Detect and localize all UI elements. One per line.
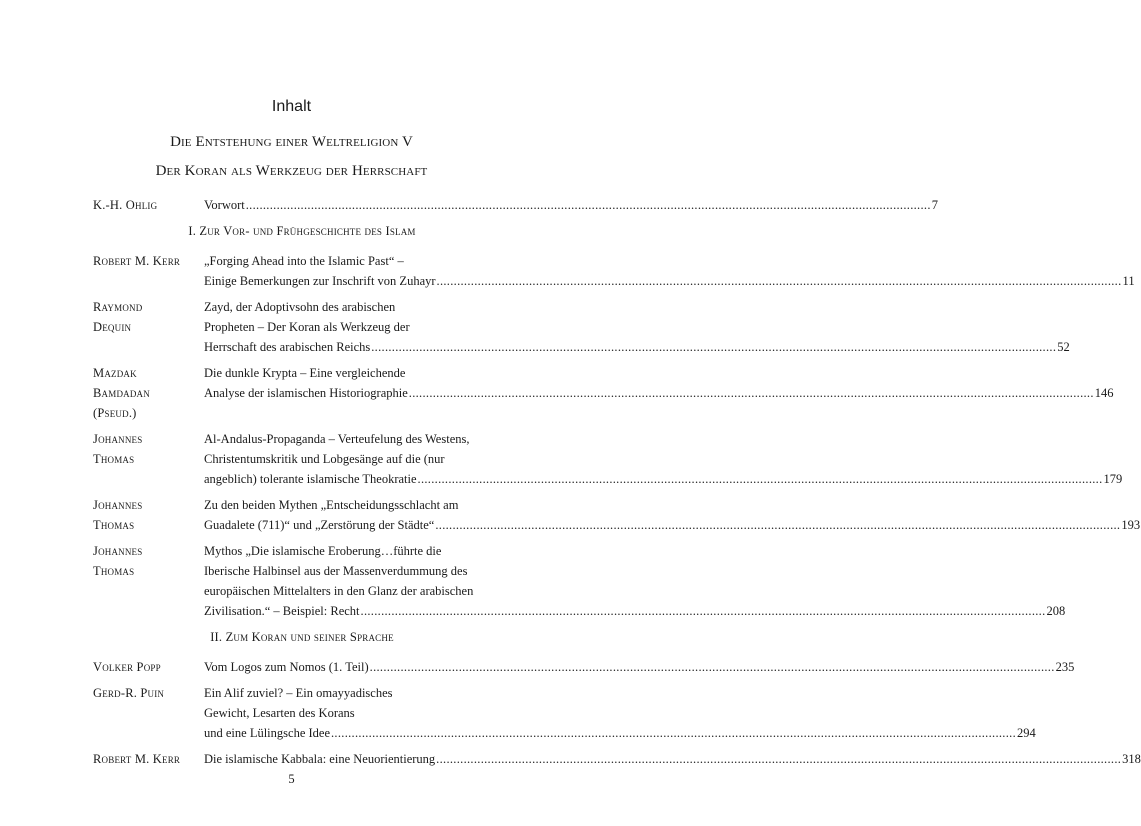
toc-title-line: Guadalete (711)“ und „Zerstörung der Städte“ [204,518,435,532]
dot-leader [437,271,1122,291]
toc-title-line: Die islamische Kabbala: eine Neuorientierung [204,752,436,766]
toc-author [93,749,204,769]
toc-page-number: 294 [1017,726,1036,740]
toc-author [93,429,204,489]
toc-title-line: und eine Lülingsche Idee [204,726,330,740]
toc-page-number: 318 [1122,752,1141,766]
dot-leader [361,601,1046,621]
toc-title-line: Vorwort [204,198,245,212]
toc-page-number: 208 [1046,604,1066,618]
toc-entry[interactable] [93,297,1070,357]
toc-title-line: Vom Logos zum Nomos (1. Teil) [204,660,369,674]
toc-title-line: Die dunkle Krypta – Eine vergleichende [204,366,406,380]
toc-title-line: Herrschaft des arabischen Reichs [204,340,371,354]
toc-author [93,297,204,357]
toc-page-number: 146 [1094,386,1114,400]
dot-leader [371,337,1056,357]
toc-title [204,297,1070,357]
toc-page-number: 7 [931,198,938,212]
toc-title [204,363,1114,423]
toc-title-line: Zivilisation.“ – Beispiel: Recht [204,604,360,618]
book-title-line-2: Der Koran als Werkzeug der Herrschaft [155,163,428,179]
toc-title-line: Propheten – Der Koran als Werkzeug der [204,320,410,334]
toc-title [204,495,1140,535]
toc-author [93,363,204,423]
toc-entry[interactable] [93,495,1141,535]
toc-author-line: Thomas [93,518,135,532]
toc-title [204,195,938,215]
toc-entry[interactable] [93,541,1066,621]
toc-author-line: (Pseud.) [93,406,137,420]
toc-title-line: angeblich) tolerante islamische Theokratie [204,472,417,486]
toc-author-line: Robert M. Kerr [93,254,181,268]
toc-entry[interactable] [93,429,1123,489]
toc-author-line: Thomas [93,564,135,578]
toc-author-line: Robert M. Kerr [93,752,181,766]
toc-entry[interactable] [93,657,1075,677]
dot-leader [246,195,931,215]
toc-entry[interactable] [93,683,1036,743]
toc-page-number: 52 [1057,340,1070,354]
toc-title [204,749,1141,769]
page-title: Inhalt [271,98,312,115]
toc-author-line: Bamdadan [93,386,150,400]
toc-title-line: Christentumskritik und Lobgesänge auf die (nur [204,452,445,466]
toc-title [204,251,1135,291]
toc-entry[interactable] [93,195,938,215]
toc-title-line: Mythos „Die islamische Eroberung…führte die [204,544,442,558]
toc-author-line: Dequin [93,320,132,334]
book-title-line-1: Die Entstehung einer Weltreligion V [170,134,413,150]
dot-leader [370,657,1055,677]
toc-author-line: Raymond [93,300,143,314]
toc-title-line: Ein Alif zuviel? – Ein omayyadisches [204,686,393,700]
toc-entry[interactable] [93,749,1141,769]
toc-page-number: 235 [1055,660,1075,674]
section-heading: II. Zum Koran und seiner Sprache [210,630,394,644]
toc-author-line: Johannes [93,432,143,446]
toc-author [93,657,204,677]
toc-author [93,251,204,291]
dot-leader [418,469,1103,489]
toc-author-line: Mazdak [93,366,137,380]
toc-author-line: Volker Popp [93,660,161,674]
toc-title-line: Einige Bemerkungen zur Inschrift von Zuhayr [204,274,436,288]
toc-author-line: Thomas [93,452,135,466]
toc-title-line: Zu den beiden Mythen „Entscheidungsschlacht am [204,498,459,512]
toc-title-line: Iberische Halbinsel aus der Massenverdummung des [204,564,468,578]
toc-author-line: K.-H. Ohlig [93,198,158,212]
toc-title [204,541,1065,621]
toc-author [93,541,204,621]
toc-author [93,495,204,535]
toc-title [204,657,1074,677]
page-number: 5 [288,772,295,786]
dot-leader [331,723,1016,743]
toc-entry[interactable] [93,251,1135,291]
toc-author [93,195,204,215]
section-heading: I. Zur Vor- und Frühgeschichte des Islam [188,224,416,238]
toc-entry[interactable] [93,363,1114,423]
dot-leader [435,515,1120,535]
toc-title [204,429,1122,489]
toc-author [93,683,204,743]
toc-author-line: Johannes [93,498,143,512]
toc-page-number: 179 [1103,472,1123,486]
toc-title-line: „Forging Ahead into the Islamic Past“ – [204,254,404,268]
toc-page-number: 193 [1121,518,1141,532]
toc-title-line: Gewicht, Lesarten des Korans [204,706,355,720]
toc-title-line: Al-Andalus-Propaganda – Verteufelung des Westens, [204,432,470,446]
table-of-contents [93,195,1141,775]
dot-leader [436,749,1121,769]
dot-leader [409,383,1094,403]
toc-author-line: Gerd-R. Puin [93,686,165,700]
toc-title [204,683,1036,743]
toc-title-line: Zayd, der Adoptivsohn des arabischen [204,300,396,314]
toc-page-number: 11 [1122,274,1135,288]
toc-title-line: europäischen Mittelalters in den Glanz der arabischen [204,584,474,598]
toc-author-line: Johannes [93,544,143,558]
toc-title-line: Analyse der islamischen Historiographie [204,386,408,400]
